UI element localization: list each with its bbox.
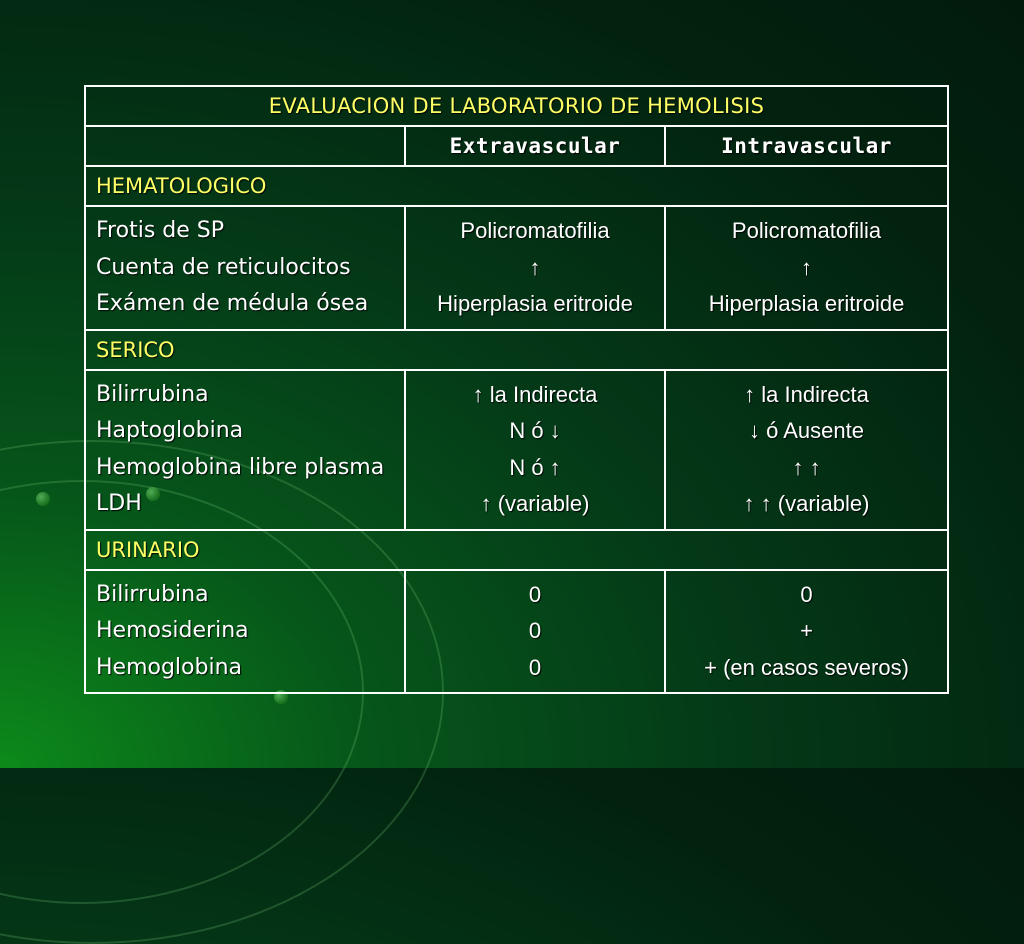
hematologico-labels [85,206,405,330]
hematologico-intravascular [665,206,948,330]
cell-value: 0 [528,654,542,680]
row-label: Haptoglobina [96,418,244,443]
cell-value: 0 [528,618,542,643]
decorative-dot [36,492,50,506]
hemolysis-lab-table [84,85,949,694]
row-label: Bilirrubina [96,581,209,607]
row-label: Hemoglobina [96,654,243,680]
row-label: Hemosiderina [96,618,249,643]
urinario-labels [85,570,405,694]
section-row [85,166,948,206]
section-row [85,330,948,370]
cell-value: ↑ la Indirecta [744,381,869,407]
serico-labels [85,370,405,530]
table-row [85,370,948,530]
cell-value: N ó ↑ [509,454,561,480]
cell-value: Policromatofilia [731,218,882,243]
cell-value: ↑ ↑ [792,454,821,480]
cell-value: 0 [800,581,813,607]
header-row [85,126,948,166]
cell-value: ↑ la Indirecta [472,381,598,407]
row-label: Exámen de médula ósea [96,291,369,316]
cell-value: ↓ ó Ausente [749,418,864,443]
urinario-intravascular [665,570,948,694]
row-label: Frotis de SP [96,218,224,243]
row-label: Cuenta de reticulocitos [96,254,351,280]
cell-value: N ó ↓ [509,418,561,443]
table-row [85,206,948,330]
serico-extravascular [405,370,665,530]
title-row [85,86,948,126]
section-row [85,530,948,570]
row-label: Bilirrubina [96,381,209,407]
header-intravascular: Intravascular [665,126,948,166]
section-hematologico: HEMATOLOGICO [85,166,948,206]
table-row [85,570,948,694]
cell-value: Hiperplasia eritroide [708,291,905,316]
cell-value: ↑ ↑ (variable) [743,491,870,516]
cell-value: 0 [528,581,542,607]
cell-value: ↑ (variable) [480,491,590,516]
row-label: LDH [96,491,142,516]
cell-value: Policromatofilia [460,218,610,243]
serico-intravascular [665,370,948,530]
section-urinario: URINARIO [85,530,948,570]
header-blank [85,126,405,166]
table-title: EVALUACION DE LABORATORIO DE HEMOLISIS [85,86,948,126]
cell-value: + (en casos severos) [704,654,909,680]
hematologico-extravascular [405,206,665,330]
row-label: Hemoglobina libre plasma [96,454,385,480]
cell-value: Hiperplasia eritroide [437,291,633,316]
section-serico: SERICO [85,330,948,370]
urinario-extravascular [405,570,665,694]
header-extravascular: Extravascular [405,126,665,166]
cell-value: ↑ [801,254,813,280]
cell-value: + [800,618,813,643]
cell-value: ↑ [529,254,541,280]
